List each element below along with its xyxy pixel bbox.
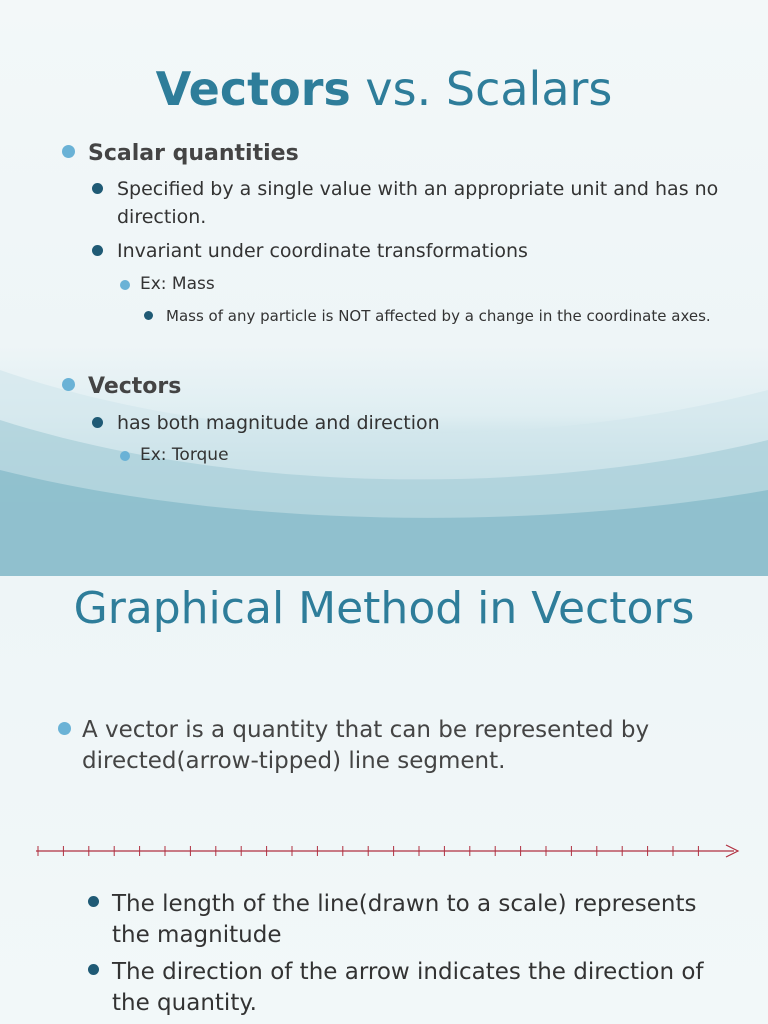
bullet-icon — [120, 280, 130, 290]
bullet-icon — [88, 896, 99, 907]
background-wave-decoration — [0, 330, 768, 576]
bullet-icon — [62, 145, 75, 158]
scalar-point-1: Specified by a single value with an appropriate unit and has no direction. — [117, 178, 719, 228]
point-direction: The direction of the arrow indicates the direction of the quantity. — [112, 959, 704, 1016]
bullet-icon — [144, 311, 153, 320]
bullet-icon — [120, 451, 130, 461]
bullet-icon — [92, 183, 103, 194]
bullet-icon — [62, 378, 75, 391]
bullet-icon — [92, 417, 103, 428]
slide-title: Graphical Method in Vectors — [73, 583, 695, 634]
slide-graphical-method — [0, 576, 768, 1024]
bullet-icon — [88, 964, 99, 975]
title-bold-part: Vectors — [155, 62, 351, 116]
scalar-point-2: Invariant under coordinate transformations — [117, 240, 528, 262]
vector-example: Ex: Torque — [140, 445, 229, 465]
bullet-icon — [58, 722, 71, 735]
vector-point: has both magnitude and direction — [117, 412, 440, 434]
vector-heading: Vectors — [88, 374, 182, 399]
title-rest-part: vs. Scalars — [350, 62, 613, 116]
scalar-example: Ex: Mass — [140, 274, 215, 294]
scalar-example-note: Mass of any particle is NOT affected by a change in the coordinate axes. — [166, 307, 711, 325]
bullet-icon — [92, 245, 103, 256]
intro-text: A vector is a quantity that can be represented by directed(arrow-tipped) line segment. — [82, 717, 650, 774]
point-magnitude: The length of the line(drawn to a scale) represents the magnitude — [112, 891, 697, 948]
slide-title — [0, 62, 768, 116]
number-line-arrow — [34, 838, 744, 864]
scalar-heading: Scalar quantities — [88, 141, 299, 166]
